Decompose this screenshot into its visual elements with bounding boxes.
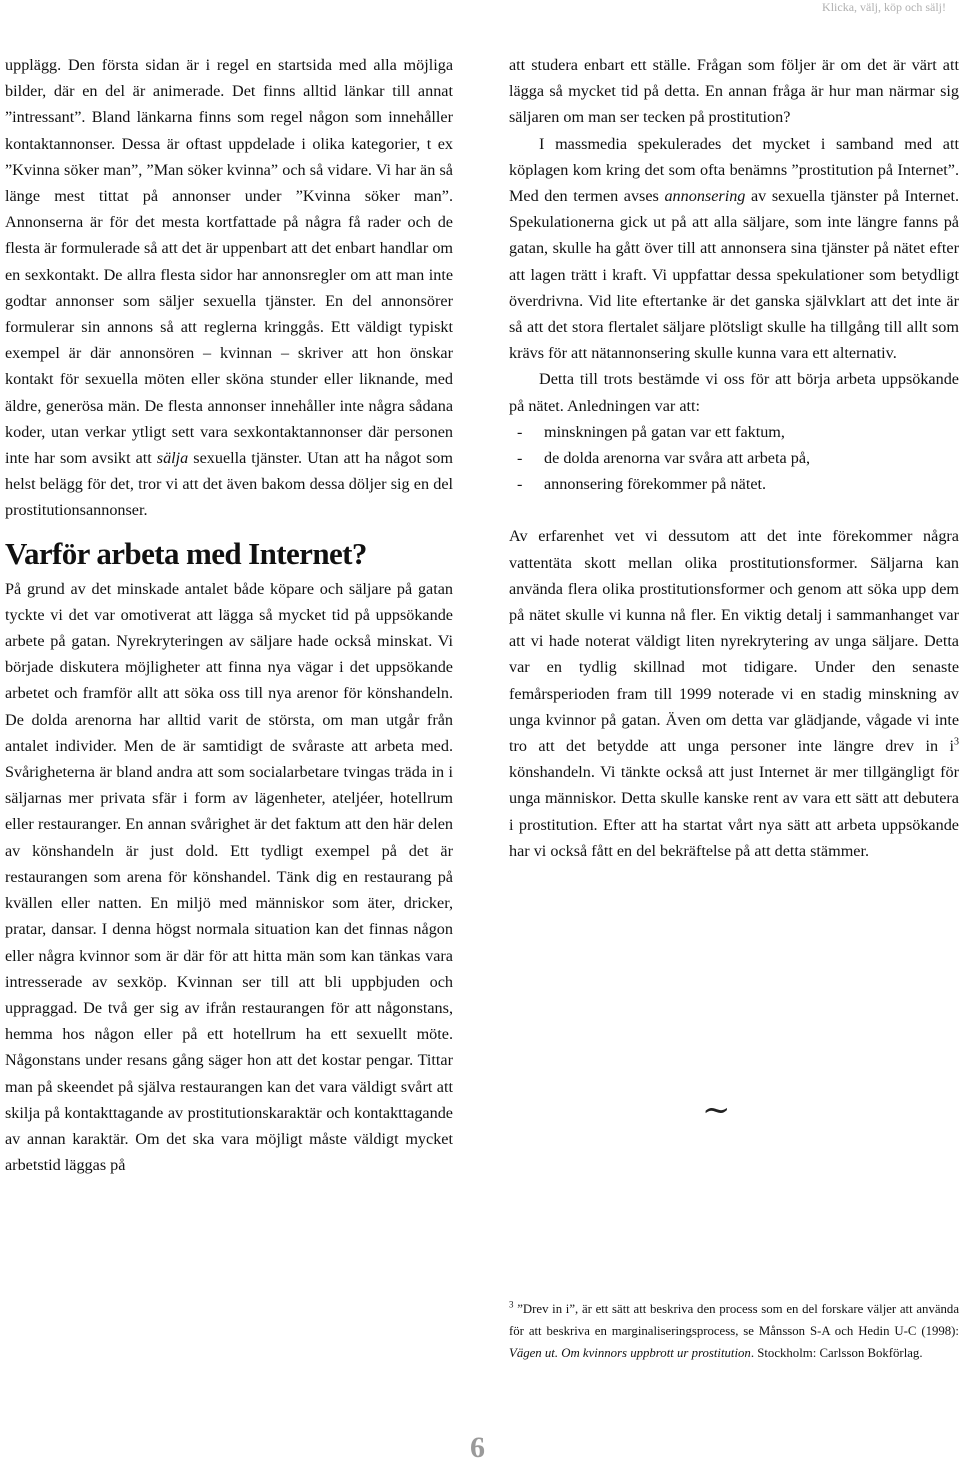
list-item: - de dolda arenorna var svåra att arbeta på, <box>509 445 959 471</box>
section-heading: Varför arbeta med Internet? <box>5 535 367 571</box>
list-dash: - <box>517 449 523 468</box>
emphasis: annonsering <box>664 187 746 206</box>
body-paragraph: Detta till trots bestämde vi oss för att börja arbeta uppsökande på nätet. Anledningen var att: <box>509 370 959 415</box>
footnote-marker: 3 <box>509 1299 514 1310</box>
spacer <box>509 497 959 523</box>
list-item: - minskningen på gatan var ett faktum, <box>509 419 959 445</box>
body-paragraph: att studera enbart ett ställe. Frågan som följer är om det är värt att lägga så mycket tid på detta. En annan fråga är hur man närmar sig säljaren om man ser tecken på prostitution? <box>509 56 959 127</box>
list-item: - annonsering förekommer på nätet. <box>509 471 959 497</box>
page-number: 6 <box>470 1431 485 1464</box>
body-paragraph: Av erfarenhet vet vi dessutom att det inte förekommer några vattentäta skott mellan olika prostitutionsformer. Säljarna kan använda flera olika prostitutionsformer och genom att söka upp dem på nätet skulle vi kunna nå fler. En viktig detalj i sammanhanget var att vi hade noterat väldigt liten nyrekrytering av unga säljare. Detta var en tydlig skillnad mot tidigare. Under den senaste femårsperioden fram till 1999 noterade vi en stadig minskning av unga kvinnor på gatan. Även om detta var glädjande, vågade vi inte tro att det betydde att unga personer inte längre drev in $i^3$ könshandeln. Vi tänkte också att just Internet är mer tillgängligt för unga människor. Detta skulle kanske rent av vara ett sätt att debutera i prostitution. Efter att ha startat vårt nya sätt att arbeta uppsökande har vi också fått en del bekräftelse på att detta stämmer. <box>509 527 959 860</box>
footnote-reference: 3 <box>954 736 959 748</box>
emphasis: sälja <box>156 449 189 468</box>
body-paragraph: upplägg. Den första sidan är i regel en startsida med alla möjliga bilder, där en del är animerade. Det finns alltid länkar till annat ”intressant”. Bland länkarna finns som regel någon som innehåller kontaktannonser. Dessa är oftast uppdelade i olika kategorier, t ex ”Kvinna söker man”, ”Man söker kvinna” och så vidare. Vi har än så länge mest tittat på annonser under ”Kvinna söker man”. Annonserna är för det mesta kortfattade på några få rader och de flesta är formulerade så att det är uppenbart att det enbart handlar om en sexkontakt. De allra flesta sidor har annonsregler om att man inte godtar annonser som säljer sexuella tjänster. En del annonsörer formulerar sin annons så att reglerna kringgås. Ett väldigt typiskt exempel är där annonsören – kvinnan – skriver att hon önskar kontakt för sexuella möten eller sköna stunder eller liknande, med äldre, generösa män. De flesta annonser innehåller inte några sådana koder, utan verkar ytligt sett vara sexkontaktannonser där personen inte har som avsikt att sälja sexuella tjänster. Utan att ha något som helst belägg för det, tror vi att det även bakom dessa döljer sig en del prostitutionsannonser. <box>5 56 453 520</box>
list-dash: - <box>517 422 523 441</box>
reason-list <box>509 419 959 498</box>
body-paragraph: I massmedia spekulerades det mycket i samband med att köplagen kom kring det som ofta benämns ”prostitution på Internet”. Med den termen avses annonsering av sexuella tjänster på Internet. Spekulationerna gick ut på att alla säljare, som inte längre fanns på gatan, skulle ha gått över till att annonsera sina tjänster på nätet efter att lagen trätt i kraft. Vi uppfattar dessa spekulationer som betydligt överdrivna. Vid lite eftertanke är det ganska självklart att det inte är så att det stora flertalet säljare plötsligt skulle ha tillgång till allt som krävs för att nätannonsering skulle kunna vara ett alternativ. <box>509 134 959 363</box>
footnote-title: Vägen ut. Om kvinnors uppbrott ur prostitution <box>509 1346 751 1360</box>
body-paragraph: På grund av det minskade antalet både köpare och säljare på gatan tyckte vi det var omotiverat att lägga så mycket tid på uppsökande arbete på gatan. Nyrekryteringen av säljare hade också minskat. Vi började diskutera möjligheter att finna nya vägar i det uppsökande arbetet och framför allt att söka oss till nya arenor för könshandeln. De dolda arenorna har alltid varit de största, om man utgår från antalet individer. Men de är samtidigt de svåraste att arbeta med. Svårigheterna är bland andra att som socialarbetare tvingas träda in i säljarnas mer privata sfär i form av lägenheter, ateljéer, hotellrum eller restauranger. En annan svårighet är det faktum att den här delen av könshandeln är just dold. Ett tydligt exempel på det är restaurangen som arena för könshandel. Tänk dig en restaurang på kvällen eller natten. En miljö med människor som äter, dricker, pratar, dansar. I denna högst normala situation kan det finnas någon eller några kvinnor som är där för att hitta män som kan tänkas vara intresserade av sexköp. Kvinnan ser till att bli uppbjuden och uppraggad. De två ger sig av ifrån restaurangen för att någonstans, hemma hos någon eller på ett hotellrum ha ett sexuellt möte. Någonstans under resans gång säger hon att det kostar pengar. Tittar man på skeendet på själva restaurangen kan det vara väldigt svårt att skilja på kontakttagande av prostitutionskaraktär och kontakttagande av annan karaktär. Om det ska vara möjligt måste väldigt mycket arbetstid läggas på <box>5 579 453 1175</box>
right-column <box>509 52 959 864</box>
list-dash: - <box>517 475 523 494</box>
running-header: Klicka, välj, köp och sälj! <box>822 0 946 14</box>
section-ornament: ~ <box>702 1090 731 1130</box>
left-column <box>5 52 453 1178</box>
footnote: $^3$ ”Drev in i”, är ett sätt att beskriva den process som en del forskare väljer att använda för att beskriva en marginaliseringsprocess, se Månsson S-A och Hedin U-C (1998): Vägen ut. Om kvinnors uppbrott ur prostitution. Stockholm: Carlsson Bokförlag. <box>509 1299 960 1360</box>
